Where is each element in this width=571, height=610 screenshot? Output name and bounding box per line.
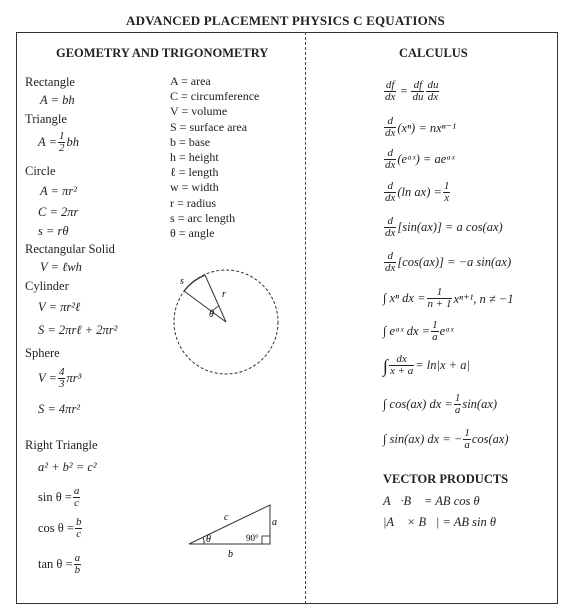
def-height: h = height — [170, 150, 219, 165]
right-angle-mark — [262, 536, 270, 544]
geometry-heading: GEOMETRY AND TRIGONOMETRY — [56, 46, 269, 60]
tan-num: a — [74, 552, 81, 564]
int-exp-num: 1 — [432, 319, 438, 331]
def-radius: r = radius — [170, 195, 217, 210]
triangle-fraction — [58, 131, 66, 154]
cross-product: |A⃗ × B⃗| = AB sin θ — [383, 515, 496, 529]
int-power-den: n + 1 — [427, 298, 452, 310]
chain-rule — [383, 80, 440, 103]
exp-d: d — [384, 148, 396, 160]
triangle-formula — [38, 131, 79, 154]
int-sin-den: a — [464, 439, 470, 451]
power-body: (xⁿ) = nxⁿ⁻¹ — [397, 120, 456, 135]
pythagorean-formula: a² + b² = c² — [38, 460, 97, 474]
definitions-list — [170, 74, 259, 241]
int-recip-fraction — [389, 354, 414, 377]
int-cos-den: a — [454, 404, 461, 416]
vector-heading: VECTOR PRODUCTS — [383, 472, 509, 486]
sin-d-dx — [384, 216, 396, 239]
circle-circumference: C = 2πr — [38, 205, 79, 219]
circle-area: A = πr² — [40, 184, 77, 198]
triangle-b-label: b — [228, 549, 233, 560]
sin-num: a — [73, 485, 80, 497]
chain-eq: = — [400, 84, 408, 98]
def-length: ℓ = length — [170, 165, 219, 180]
sin-den: c — [74, 497, 80, 509]
sphere-fraction — [58, 367, 66, 390]
rect-solid-formula: V = ℓwh — [40, 260, 82, 274]
int-cos-fraction — [454, 393, 462, 416]
ln-rule — [383, 181, 451, 204]
triangle-lhs: A = — [38, 135, 57, 149]
exp-rule — [383, 148, 455, 171]
int-power — [383, 287, 514, 310]
rectangle-label: Rectangle — [25, 75, 75, 89]
column-divider — [305, 32, 306, 604]
triangle-theta-label: θ — [206, 534, 211, 545]
int-exp-lhs: ∫ eᵃˣ dx = — [383, 324, 431, 338]
ln-den: x — [444, 192, 450, 204]
int-exp-rhs: eᵃˣ — [439, 324, 454, 338]
triangle-a-label: a — [272, 517, 277, 528]
rectangle-formula: A = bh — [40, 93, 75, 107]
def-circumference: C = circumference — [170, 89, 260, 104]
tan-formula — [38, 553, 82, 576]
cylinder-label: Cylinder — [25, 279, 69, 293]
ln-num: 1 — [443, 180, 450, 192]
int-sin-fraction — [463, 428, 471, 451]
sphere-label: Sphere — [25, 346, 60, 360]
int-sin-rhs: cos(ax) — [471, 432, 509, 446]
rect-solid-label: Rectangular Solid — [25, 242, 115, 256]
int-power-fraction — [427, 287, 453, 310]
def-angle: θ = angle — [170, 226, 215, 241]
int-power-num: 1 — [427, 287, 453, 299]
int-sign: ∫ — [383, 355, 388, 376]
chain-df-dx — [384, 80, 396, 103]
ln-d: d — [384, 181, 396, 193]
chain-du-num: du — [427, 79, 439, 91]
power-rule — [383, 116, 456, 139]
int-sin-lhs: ∫ sin(ax) dx = − — [383, 432, 463, 446]
ln-fraction — [443, 181, 451, 204]
chain-du: du — [412, 91, 424, 103]
chain-df-du — [411, 80, 424, 103]
cos-fraction — [75, 517, 83, 540]
int-recip-rhs: = ln|x + a| — [415, 358, 470, 372]
circle-theta-label: θ — [209, 309, 214, 320]
cylinder-volume: V = πr²ℓ — [38, 300, 81, 314]
int-recip-den: x + a — [389, 365, 414, 377]
exp-d-dx — [384, 148, 396, 171]
int-reciprocal — [383, 354, 470, 377]
def-surface-area: S = surface area — [170, 119, 248, 134]
circle-diagram — [170, 266, 282, 378]
def-width: w = width — [170, 180, 219, 195]
triangle-label: Triangle — [25, 112, 67, 126]
int-recip-num: dx — [389, 354, 414, 366]
sin-deriv-body: [sin(ax)] = a cos(ax) — [397, 220, 503, 234]
def-base: b = base — [170, 134, 211, 149]
radius-line-1 — [184, 291, 226, 322]
sphere-num: 4 — [58, 366, 65, 378]
triangle-rhs: bh — [66, 135, 79, 149]
int-power-rhs: xⁿ⁺¹, n ≠ −1 — [453, 291, 514, 306]
exp-dx: dx — [385, 159, 396, 171]
chain-df: df — [385, 79, 395, 91]
cos-formula — [38, 517, 83, 540]
cos-d-dx — [384, 251, 396, 274]
int-exp-fraction — [431, 320, 439, 343]
sin-formula — [38, 486, 81, 509]
page-title: ADVANCED PLACEMENT PHYSICS C EQUATIONS — [126, 13, 445, 28]
tan-fraction — [74, 553, 82, 576]
circle-label: Circle — [25, 164, 56, 178]
power-d: d — [384, 116, 396, 128]
triangle-angle-arc — [203, 537, 204, 544]
int-exp-den: a — [432, 331, 438, 343]
power-d-dx — [384, 116, 396, 139]
int-power-lhs: ∫ xⁿ dx = — [383, 291, 426, 305]
cosd-d: d — [384, 251, 396, 263]
cylinder-surface: S = 2πrℓ + 2πr² — [38, 323, 118, 337]
sind-d: d — [384, 216, 396, 228]
int-cos — [383, 393, 497, 416]
cos-lhs: cos θ = — [38, 521, 74, 535]
exp-body: (eᵃˣ) = aeᵃˣ — [397, 152, 455, 166]
sin-derivative — [383, 216, 503, 239]
int-sin-num: 1 — [464, 427, 470, 439]
int-cos-lhs: ∫ cos(ax) dx = — [383, 397, 453, 411]
sphere-den: 3 — [58, 378, 65, 390]
triangle-c-label: c — [224, 512, 229, 523]
circle-s-label: s — [180, 276, 184, 287]
triangle-den: 2 — [58, 142, 65, 154]
sphere-vol-lhs: V = — [38, 371, 57, 385]
circle-arc: s = rθ — [38, 224, 69, 238]
chain-du-dx — [426, 80, 439, 103]
cos-num: b — [75, 516, 82, 528]
triangle-right-label: 90° — [246, 533, 259, 543]
def-area: A = area — [170, 74, 211, 88]
def-volume: V = volume — [170, 104, 228, 119]
int-sin — [383, 428, 509, 451]
sind-dx: dx — [385, 227, 396, 239]
int-cos-num: 1 — [454, 392, 461, 404]
right-triangle-label: Right Triangle — [25, 438, 98, 452]
tan-den: b — [74, 564, 81, 576]
ln-d-dx — [384, 181, 396, 204]
sin-fraction — [73, 486, 81, 509]
sphere-vol-rhs: πr³ — [66, 371, 82, 385]
cos-den: c — [76, 528, 82, 540]
int-exp — [383, 320, 454, 343]
chain-dx-den: dx — [427, 91, 439, 103]
cos-derivative — [383, 251, 511, 274]
int-cos-rhs: sin(ax) — [462, 397, 498, 411]
chain-dfu: df — [411, 80, 424, 92]
sphere-volume — [38, 367, 81, 390]
cos-deriv-body: [cos(ax)] = −a sin(ax) — [397, 255, 512, 269]
ln-dx: dx — [385, 192, 396, 204]
cosd-dx: dx — [385, 262, 396, 274]
triangle-num: 1 — [58, 130, 65, 142]
dot-product: A⃗·B⃗ = AB cos θ — [383, 494, 480, 508]
chain-dx: dx — [385, 91, 396, 103]
calculus-heading: CALCULUS — [399, 46, 468, 60]
ln-body: (ln ax) = — [397, 185, 442, 199]
power-dx: dx — [385, 127, 396, 139]
triangle-diagram — [184, 500, 284, 560]
def-arc-length: s = arc length — [170, 210, 236, 225]
tan-lhs: tan θ = — [38, 557, 73, 571]
sin-lhs: sin θ = — [38, 490, 72, 504]
sphere-surface: S = 4πr² — [38, 402, 81, 416]
circle-r-label: r — [222, 289, 226, 300]
arc-segment — [184, 275, 205, 291]
